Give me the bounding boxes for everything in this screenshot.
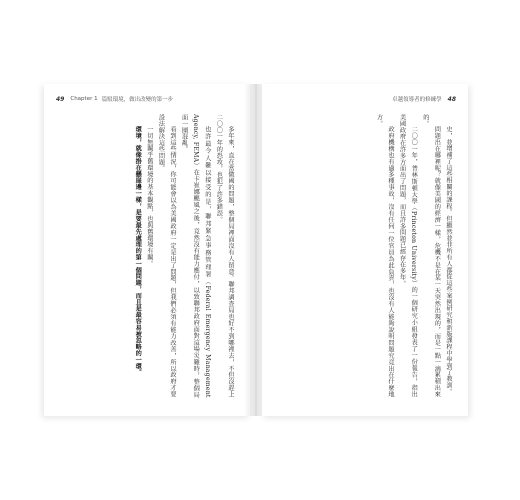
chapter-title: 篇駁環境，做出改變的第一步 bbox=[101, 97, 174, 103]
left-paragraph-1: 多年來，直在當做國的問題，整個局裡面沒有人留意。聯邦調查局也好不到哪裡去，不但沒趕上二〇〇一年的恐攻，也犯了許多錯誤。 bbox=[215, 114, 234, 398]
right-running-header bbox=[274, 94, 456, 104]
right-page-number: 48 bbox=[447, 95, 456, 103]
right-body-text bbox=[274, 114, 454, 398]
left-page bbox=[44, 84, 250, 416]
left-body-text bbox=[56, 114, 236, 398]
right-paragraph-4: 政府機構也有過多種事故，沒有任何一位官員為此負責，也沒有人能夠說明問題究竟出在什麼地方。 bbox=[375, 114, 395, 398]
left-paragraph-4: 一切無關乎舊環境的基本觀點，也與舊環境有關。 bbox=[145, 126, 153, 268]
left-paragraph-3: 看到這些情況，你可能會以為美國政府一定是出了問題，但我們必須有能力改善，所以政府才要設法解決這些問題。 bbox=[157, 114, 177, 398]
right-paragraph-1: 史，並增補了這些相關的課程。但顯然並非所有人都從這些案例研究和新版課程中學到了教訓。 bbox=[445, 126, 452, 396]
right-page bbox=[262, 84, 468, 416]
right-paragraph-2: 問題出在哪裡呢？就像美國的經濟一樣，危機不是在某一天突然出現的，而是一點一滴累積出來的。 bbox=[421, 114, 441, 398]
left-paragraph-2: 也許最令人難以接受的是，聯邦緊急事務管理署（Federal Emergency Management Agency, FEMA）在卡崔娜颶風之後，竟然沒有能力應付，以致聯邦政府面對這場災難時，整個局面一團混亂。 bbox=[180, 114, 211, 398]
right-running-title: 卓越領導者的修練學 bbox=[392, 97, 442, 103]
bold-heading: 環境，就像掛在懸崖邊一樣，是要最先處理的第一個問題，而且是最容易被忽略的一環。 bbox=[134, 126, 142, 376]
left-page-number: 49 bbox=[56, 95, 65, 103]
right-paragraph-3: 二〇〇一年，普林斯頓大學（Princeton University）的一個研究小組發表了一份報告，指出美國政府在許多方面出了問題，而且許多問題已經存在多年。 bbox=[398, 114, 418, 398]
left-running-header bbox=[56, 94, 238, 104]
chapter-label: Chapter 1 bbox=[70, 96, 98, 102]
